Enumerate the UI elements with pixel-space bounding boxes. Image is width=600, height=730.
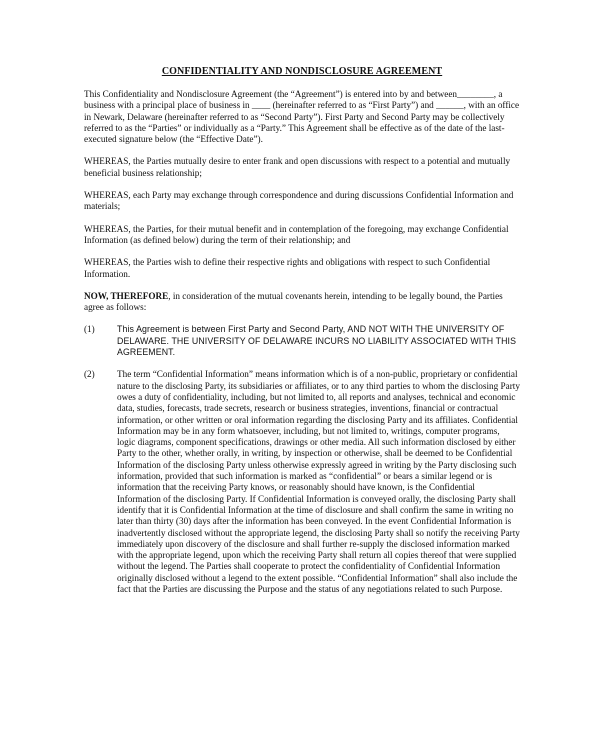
clause-2 — [84, 369, 520, 595]
clause-number: (1) — [84, 324, 95, 335]
now-therefore-lead: NOW, THEREFORE — [84, 290, 169, 301]
now-therefore-paragraph — [84, 291, 520, 314]
clause-number: (2) — [84, 369, 95, 380]
whereas-paragraph-4: WHEREAS, the Parties wish to define their respective rights and obligations with respect to such Confidential Information. — [84, 257, 491, 279]
now-therefore-rest: , in consideration of the mutual covenants herein, intending to be legally bound, the Parties agree as follows: — [84, 290, 503, 313]
whereas-paragraph-3: WHEREAS, the Parties, for their mutual benefit and in contemplation of the foregoing, may exchange Confidential Information (as defined below) during the term of their relationship; and — [84, 223, 509, 245]
whereas-paragraph-1: WHEREAS, the Parties mutually desire to enter frank and open discussions with respect to a potential and mutually beneficial business relationship; — [84, 156, 511, 178]
clause-text: This Agreement is between First Party and Second Party, AND NOT WITH THE UNIVERSITY OF DELAWARE. THE UNIVERSITY OF DELAWARE INCURS NO LIABILITY ASSOCIATED WITH THIS AGREEMENT. — [117, 324, 517, 358]
document-title: CONFIDENTIALITY AND NONDISCLOSURE AGREEMENT — [161, 66, 443, 77]
clause-1 — [84, 324, 520, 358]
intro-paragraph: This Confidentiality and Nondisclosure Agreement (the “Agreement”) is entered into by and between________, a business with a principal place of business in ____ (hereinafter referred to as “First Party”) and ______, with an office in Newark, Delaware (hereinafter referred to as “Second Party”). First Party and Second Party may be collectively referred to as the “Parties” or individually as a “Party.” This Agreement shall be effective as of the date of the last-executed signature below (the “Effective Date”). — [84, 89, 520, 145]
whereas-paragraph-2: WHEREAS, each Party may exchange through correspondence and during discussions Confidential Information and materials; — [84, 190, 514, 212]
clause-text: The term “Confidential Information” means information which is of a non-public, proprietary or confidential nature to the disclosing Party, its subsidiaries or affiliates, or to any third parties to whom the disclosing Party owes a duty of confidentiality, including, but not limited to, all reports and analyses, technical and economic data, studies, forecasts, trade secrets, research or business strategies, inventions, financial or contractual information, or other written or oral information regarding the disclosing Party and its affiliates. Confidential Information may be in any form whatsoever, including, but not limited to, writings, computer programs, logic diagrams, component specifications, drawings or other media. All such information disclosed by either Party to the other, whether orally, in writing, by inspection or otherwise, shall be deemed to be Confidential Information of the disclosing Party unless otherwise expressly agreed in writing by the Party disclosing such information, provided that such information is marked as “confidential” or bears a similar legend or is information that the receiving Party knows, or reasonably should have known, is the Confidential Information of the disclosing Party. If Confidential Information is conveyed orally, the disclosing Party shall identify that it is Confidential Information at the time of disclosure and shall confirm the same in writing no later than thirty (30) days after the information has been conveyed. In the event Confidential Information is inadvertently disclosed without the appropriate legend, the disclosing Party shall so notify the receiving Party immediately upon discovery of the disclosure and shall further re-supply the disclosed information marked with the appropriate legend, upon which the receiving Party shall return all copies thereof that were supplied without the legend. The Parties shall cooperate to protect the confidentiality of Confidential Information originally disclosed without a legend to the extent possible. “Confidential Information” shall also include the fact that the Parties are discussing the Purpose and the status of any negotiations related to such Purpose. — [117, 369, 520, 594]
